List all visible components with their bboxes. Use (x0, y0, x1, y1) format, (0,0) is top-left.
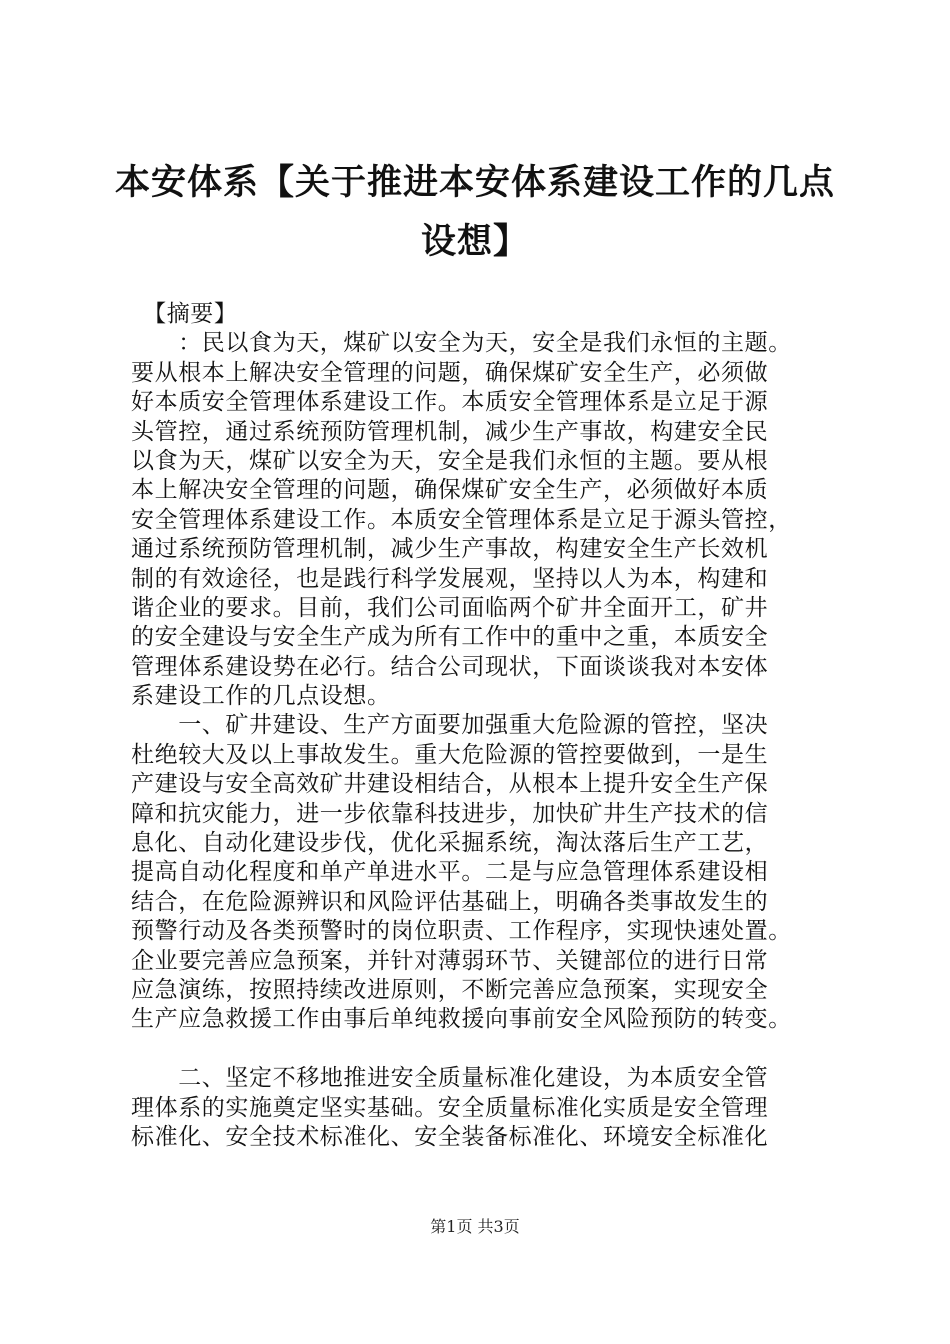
page-footer: 第1页 共3页 (430, 1217, 520, 1236)
body-line: 二、坚定不移地推进安全质量标准化建设，为本质安全管 (131, 1065, 769, 1092)
body-line: 好本质安全管理体系建设工作。本质安全管理体系是立足于源 (131, 389, 769, 416)
body-line: 要从根本上解决安全管理的问题，确保煤矿安全生产，必须做 (131, 359, 769, 386)
body-line: 产建设与安全高效矿井建设相结合，从根本上提升安全生产保 (131, 771, 769, 798)
body-line: 息化、自动化建设步伐，优化采掘系统，淘汰落后生产工艺， (131, 830, 769, 857)
body-line: 安全管理体系建设工作。本质安全管理体系是立足于源头管控， (131, 506, 792, 533)
body-line: 提高自动化程度和单产单进水平。二是与应急管理体系建设相 (131, 859, 769, 886)
body-line (131, 1035, 841, 1064)
document-title-line-2: 设想】 (420, 221, 529, 262)
document-title-line-1: 本安体系【关于推进本安体系建设工作的几点 (114, 162, 835, 203)
body-line: 头管控，通过系统预防管理机制，减少生产事故，构建安全民 (131, 418, 769, 445)
body-line: 谐企业的要求。目前，我们公司面临两个矿井全面开工，矿井 (131, 594, 769, 621)
body-line: 企业要完善应急预案，并针对薄弱环节、关键部位的进行日常 (131, 947, 769, 974)
body-line: 预警行动及各类预警时的岗位职责、工作程序，实现快速处置。 (131, 918, 792, 945)
body-line: 【摘要】 (131, 301, 238, 327)
body-line: 结合，在危险源辨识和风险评估基础上，明确各类事故发生的 (131, 888, 769, 915)
body-line: 本上解决安全管理的问题，确保煤矿安全生产，必须做好本质 (131, 477, 769, 504)
body-line: 的安全建设与安全生产成为所有工作中的重中之重，本质安全 (131, 624, 769, 651)
body-line: 通过系统预防管理机制，减少生产事故，构建安全生产长效机 (131, 536, 769, 563)
body-line: 障和抗灾能力，进一步依靠科技进步，加快矿井生产技术的信 (131, 800, 769, 827)
body-line: 管理体系建设势在必行。结合公司现状，下面谈谈我对本安体 (131, 653, 769, 680)
body-line: 应急演练，按照持续改进原则，不断完善应急预案，实现安全 (131, 976, 769, 1003)
body-line: 杜绝较大及以上事故发生。重大危险源的管控要做到，一是生 (131, 741, 769, 768)
body-line: ：民以食为天，煤矿以安全为天，安全是我们永恒的主题。 (131, 330, 792, 357)
body-line: 理体系的实施奠定坚实基础。安全质量标准化实质是安全管理 (131, 1094, 769, 1121)
body-line: 系建设工作的几点设想。 (131, 683, 391, 710)
body-line: 制的有效途径，也是践行科学发展观，坚持以人为本，构建和 (131, 565, 769, 592)
body-line: 标准化、安全技术标准化、安全装备标准化、环境安全标准化 (131, 1123, 769, 1150)
body-line: 生产应急救援工作由事后单纯救援向事前安全风险预防的转变。 (131, 1006, 792, 1033)
body-line: 以食为天，煤矿以安全为天，安全是我们永恒的主题。要从根 (131, 447, 769, 474)
document-body (131, 300, 841, 1152)
body-line: 一、矿井建设、生产方面要加强重大危险源的管控，坚决 (131, 712, 769, 739)
